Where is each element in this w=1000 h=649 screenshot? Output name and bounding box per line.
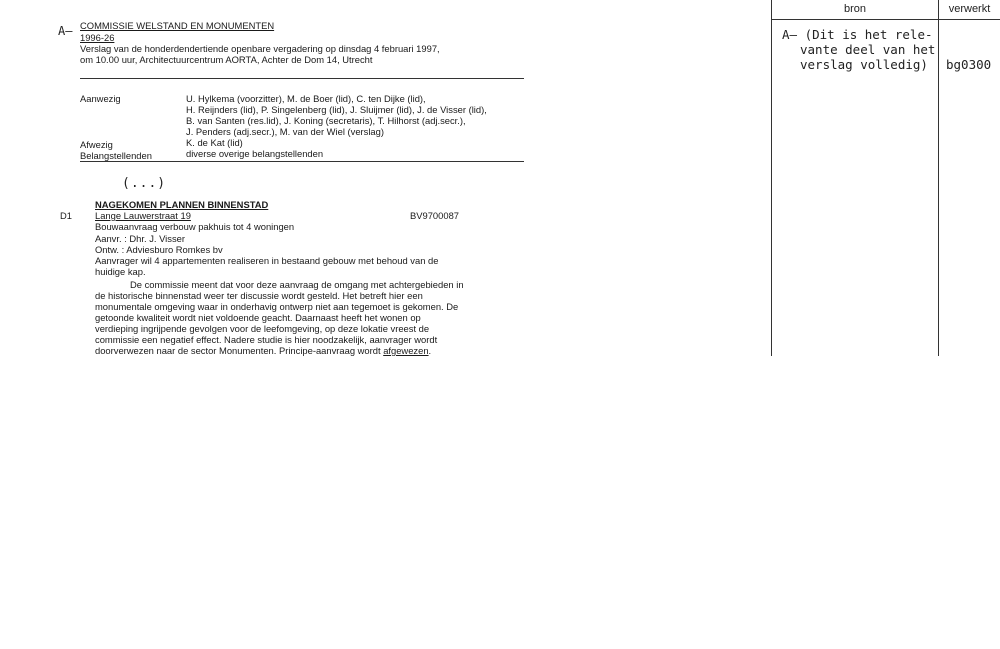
meeting-line-1: Verslag van de honderdendertiende openbare vergadering op dinsdag 4 februari 1997, [80, 43, 440, 54]
item-address: Lange Lauwerstraat 19 [95, 210, 191, 221]
present-line: J. Penders (adj.secr.), M. van der Wiel (verslag) [186, 126, 384, 137]
header-divider [80, 78, 524, 79]
body-line: getoonde kwaliteit wordt niet voldoende geacht. Daarnaast heeft het wonen op [95, 312, 421, 323]
body-line: de historische binnenstad weer ter discussie wordt gesteld. Het betreft hier een [95, 290, 423, 301]
bron-note-line: vante deel van het [800, 42, 936, 57]
body-line: monumentale omgeving waar in onderhavig ontwerp niet aan tegemoet is gekomen. De [95, 301, 459, 312]
absent-label: Afwezig [80, 139, 113, 150]
section-marker: A– [58, 24, 73, 38]
absent-value: K. de Kat (lid) [186, 137, 243, 148]
intro-line: Aanvrager wil 4 appartementen realiseren in bestaand gebouw met behoud van de [95, 255, 439, 266]
designer-label: Ontw. [95, 244, 119, 255]
meeting-line-2: om 10.00 uur, Architectuurcentrum AORTA, Achter de Dom 14, Utrecht [80, 54, 373, 65]
designer-value: : Adviesburo Romkes bv [121, 244, 223, 255]
document-title: COMMISSIE WELSTAND EN MONUMENTEN [80, 20, 275, 31]
document-code: 1996-26 [80, 32, 115, 43]
applicant-row [95, 233, 185, 244]
bron-note-line: verslag volledig) [800, 57, 928, 72]
stakeholders-label: Belangstellenden [80, 150, 152, 161]
body-line: commissie een negatief effect. Nadere studie is hier noodzakelijk, aanvrager wordt [95, 334, 438, 345]
applicant-value: : Dhr. J. Visser [124, 233, 185, 244]
verwerkt-value: bg0300 [946, 57, 992, 72]
applicant-label: Aanvr. [95, 233, 122, 244]
table-mid-border [938, 0, 939, 356]
item-description: Bouwaanvraag verbouw pakhuis tot 4 woningen [95, 221, 295, 232]
column-header-verwerkt: verwerkt [948, 3, 991, 15]
omission-ellipsis: (...) [122, 176, 167, 191]
intro-line: huidige kap. [95, 266, 146, 277]
case-number: BV9700087 [410, 210, 460, 221]
body-line: verdieping ingrijpende gevolgen voor de leefomgeving, op deze lokatie vreest de [95, 323, 430, 334]
decision-end: . [428, 345, 432, 356]
item-id: D1 [60, 210, 72, 221]
designer-row [95, 244, 223, 255]
decision-text: afgewezen [383, 345, 429, 356]
bron-note-line: A– (Dit is het rele- [782, 27, 933, 42]
present-label: Aanwezig [80, 93, 121, 104]
column-header-bron: bron [843, 3, 867, 15]
body-line: doorverwezen naar de sector Monumenten. Principe-aanvraag wordt [95, 345, 384, 356]
attendance-divider [80, 161, 524, 162]
present-line: B. van Santen (res.lid), J. Koning (secretaris), T. Hilhorst (adj.secr.), [186, 115, 466, 126]
table-header-rule [771, 19, 1000, 20]
present-line: U. Hylkema (voorzitter), M. de Boer (lid), C. ten Dijke (lid), [186, 93, 426, 104]
table-left-border [771, 0, 772, 356]
body-line-final [95, 345, 431, 356]
body-line: De commissie meent dat voor deze aanvraag de omgang met achtergebieden in [130, 279, 464, 290]
section-title: NAGEKOMEN PLANNEN BINNENSTAD [95, 199, 269, 210]
present-line: H. Reijnders (lid), P. Singelenberg (lid), J. Sluijmer (lid), J. de Visser (lid), [186, 104, 487, 115]
stakeholders-value: diverse overige belangstellenden [186, 148, 324, 159]
